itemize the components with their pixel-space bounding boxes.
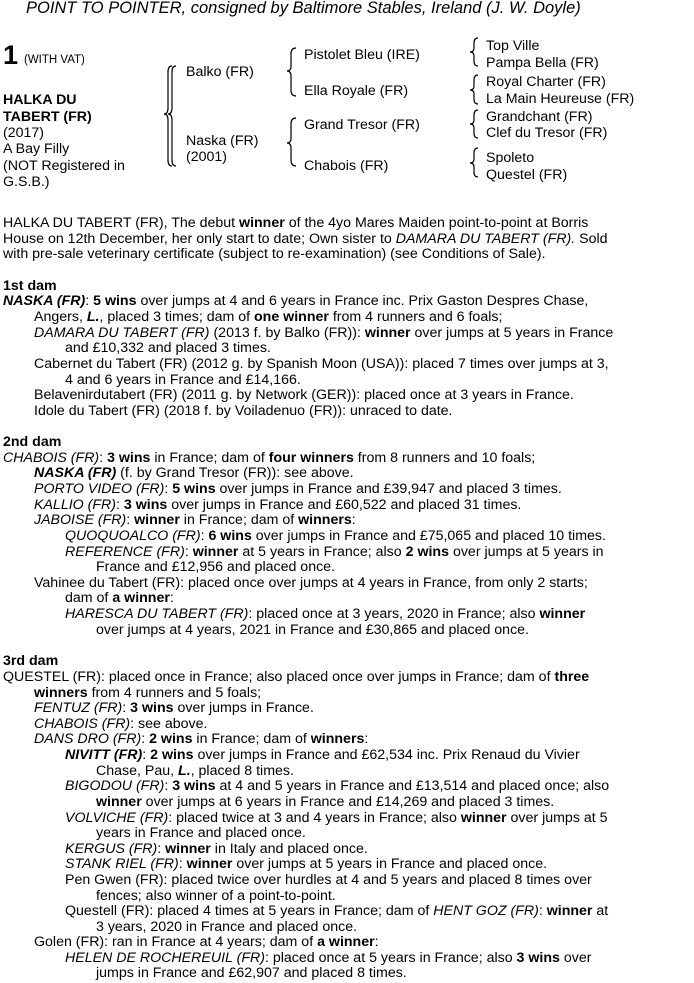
third-dam-line-3: FENTUZ (FR): 3 wins over jumps in France. (34, 700, 314, 716)
third-dam-line-6: NIVITT (FR): 2 wins over jumps in France and £62,534 inc. Prix Renaud du Vivier (65, 747, 580, 763)
horse-year: (2017) (3, 125, 45, 141)
third-dam-line-5: DANS DRO (FR): 2 wins in France; dam of winners: (34, 731, 369, 747)
intro-line-1: HALKA DU TABERT (FR), The debut winner of the 4yo Mares Maiden point-to-point at Borris (3, 215, 589, 231)
dam-name: Naska (FR) (186, 133, 259, 149)
first-dam-line-3: DAMARA DU TABERT (FR) (2013 f. by Balko (FR)): winner over jumps at 5 years in France (34, 325, 614, 341)
registration-line2: G.S.B.) (3, 174, 50, 190)
third-dam-line-9: winner over jumps at 6 years in France and £14,269 and placed 3 times. (96, 794, 555, 810)
dam-year: (2001) (186, 149, 228, 165)
second-dam-line-10: dam of a winner: (65, 590, 174, 606)
third-dam-line-11: years in France and placed once. (96, 825, 306, 841)
horse-name-line1: HALKA DU (3, 92, 77, 108)
registration-line1: (NOT Registered in (3, 158, 125, 174)
dsd: Clef du Tresor (FR) (486, 125, 608, 141)
third-dam-line-14: Pen Gwen (FR): placed twice over hurdles at 4 and 5 years and placed 8 times over (65, 872, 592, 888)
third-dam-line-13: STANK RIEL (FR): winner over jumps at 5 years in France and placed once. (65, 856, 548, 872)
third-dam-heading: 3rd dam (3, 653, 59, 669)
ssd: Pampa Bella (FR) (486, 55, 599, 71)
second-dam-line-8: France and £12,956 and placed once. (96, 559, 336, 575)
second-dam-line-1: CHABOIS (FR): 3 wins in France; dam of four winners from 8 runners and 10 foals; (3, 450, 536, 466)
first-dam-line-8: Idole du Tabert (FR) (2018 f. by Voiladenuo (FR)): unraced to date. (34, 403, 453, 419)
third-dam-line-20: jumps in France and £62,907 and placed 8 times. (96, 965, 407, 981)
third-dam-line-12: KERGUS (FR): winner in Italy and placed once. (65, 841, 368, 857)
horse-name-line2: TABERT (FR) (3, 109, 92, 125)
lot-number: 1 (3, 40, 19, 70)
first-dam-line-7: Belavenirdutabert (FR) (2011 g. by Network (GER)): placed once at 3 years in France. (34, 387, 574, 403)
second-dam-line-12: over jumps at 4 years, 2021 in France and £30,865 and placed once. (96, 622, 530, 638)
third-dam-line-1: QUESTEL (FR): placed once in France; also placed once over jumps in France; dam of three (3, 669, 590, 685)
first-dam-heading: 1st dam (3, 278, 57, 294)
third-dam-line-15: fences; also winner of a point-to-point. (96, 888, 336, 904)
third-dam-line-19: HELEN DE ROCHEREUIL (FR): placed once at 5 years in France; also 3 wins over (65, 950, 592, 966)
first-dam-line-2: Angers, L., placed 3 times; dam of one winner from 4 runners and 6 foals; (34, 309, 503, 325)
third-dam-line-2: winners from 4 runners and 5 foals; (34, 685, 262, 701)
page-header: POINT TO POINTER, consigned by Baltimore Stables, Ireland (J. W. Doyle) (26, 0, 581, 17)
third-dam-line-4: CHABOIS (FR): see above. (34, 716, 208, 732)
dam-sire: Grand Tresor (FR) (304, 117, 420, 133)
second-dam-line-9: Vahinee du Tabert (FR): placed once over jumps at 4 years in France, from only 2 starts; (34, 575, 588, 591)
sds: Royal Charter (FR) (486, 74, 606, 90)
first-dam-line-6: 4 and 6 years in France and £14,166. (65, 372, 301, 388)
sss: Top Ville (486, 38, 540, 54)
third-dam-line-8: BIGODOU (FR): 3 wins at 4 and 5 years in France and £13,514 and placed once; also (65, 778, 610, 794)
intro-line-3: with pre-sale veterinary certificate (subject to re-examination) (see Conditions of Sale). (3, 246, 546, 262)
second-dam-heading: 2nd dam (3, 434, 62, 450)
third-dam-line-10: VOLVICHE (FR): placed twice at 3 and 4 years in France; also winner over jumps at 5 (65, 810, 608, 826)
third-dam-line-18: Golen (FR): ran in France at 4 years; dam of a winner: (34, 934, 379, 950)
sdd: La Main Heureuse (FR) (486, 91, 635, 107)
sire-name: Balko (FR) (186, 64, 254, 80)
second-dam-line-4: KALLIO (FR): 3 wins over jumps in France and £60,522 and placed 31 times. (34, 497, 522, 513)
first-dam-line-5: Cabernet du Tabert (FR) (2012 g. by Spanish Moon (USA)): placed 7 times over jumps at 3, (34, 356, 609, 372)
dss: Grandchant (FR) (486, 109, 593, 125)
sire-dam: Ella Royale (FR) (304, 83, 409, 99)
second-dam-line-11: HARESCA DU TABERT (FR): placed once at 3 years, 2020 in France; also winner (65, 606, 586, 622)
third-dam-line-7: Chase, Pau, L., placed 8 times. (96, 763, 294, 779)
dam-dam: Chabois (FR) (304, 158, 389, 174)
second-dam-line-3: PORTO VIDEO (FR): 5 wins over jumps in France and £39,947 and placed 3 times. (34, 481, 562, 497)
second-dam-line-5: JABOISE (FR): winner in France; dam of winners: (34, 512, 356, 528)
intro-line-2: House on 12th December, her only start to date; Own sister to DAMARA DU TABERT (FR). Sold (3, 231, 608, 247)
second-dam-line-6: QUOQUOALCO (FR): 6 wins over jumps in France and £75,065 and placed 10 times. (65, 528, 606, 544)
sire-sire: Pistolet Bleu (IRE) (304, 47, 420, 63)
first-dam-line-1: NASKA (FR): 5 wins over jumps at 4 and 6 years in France inc. Prix Gaston Despres Chase, (3, 293, 589, 309)
third-dam-line-16: Questell (FR): placed 4 times at 5 years in France; dam of HENT GOZ (FR): winner at (65, 903, 609, 919)
second-dam-line-7: REFERENCE (FR): winner at 5 years in France; also 2 wins over jumps at 5 years in (65, 544, 604, 560)
second-dam-line-2: NASKA (FR) (f. by Grand Tresor (FR)): see above. (34, 465, 354, 481)
dds: Spoleto (486, 150, 535, 166)
third-dam-line-17: 3 years, 2020 in France and placed once. (96, 919, 358, 935)
vat-note: (WITH VAT) (24, 54, 85, 66)
first-dam-line-4: and £10,332 and placed 3 times. (65, 340, 271, 356)
ddd: Questel (FR) (486, 167, 568, 183)
horse-description: A Bay Filly (3, 141, 70, 157)
